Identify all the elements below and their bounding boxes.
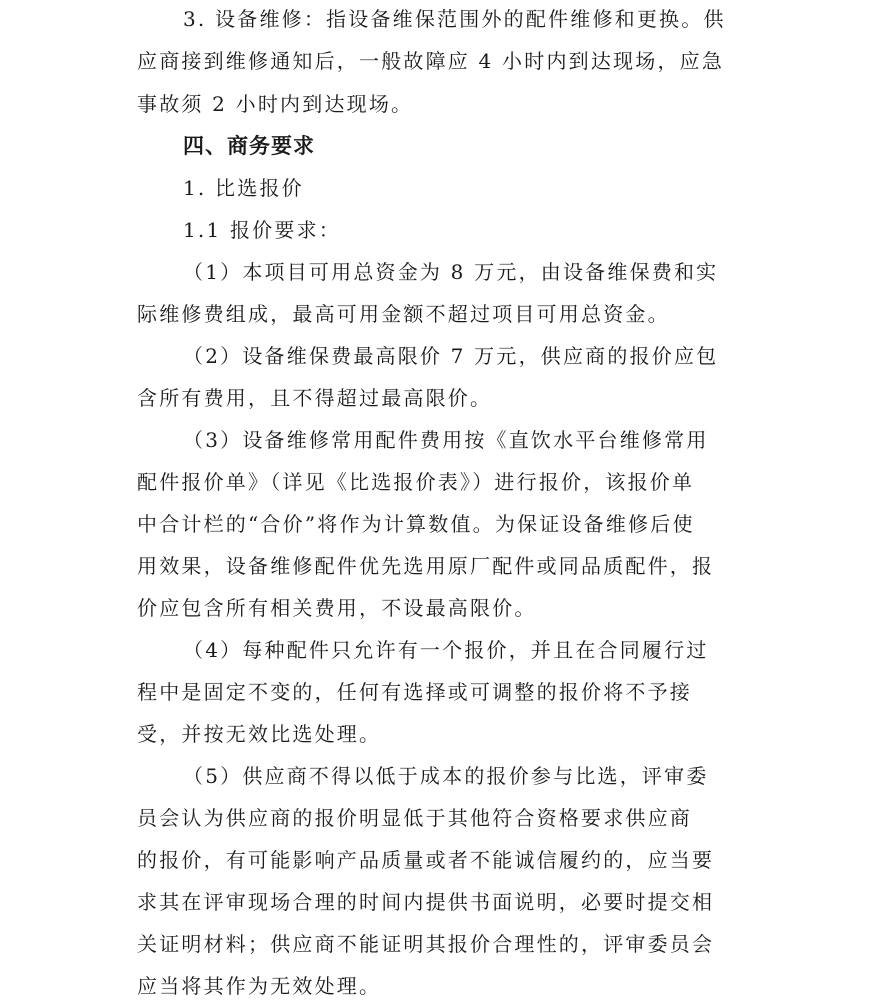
text-line: 应商接到维修通知后，一般故障应 4 小时内到达现场，应急 xyxy=(137,49,725,73)
subsection-heading: 1. 比选报价 xyxy=(183,176,304,200)
text-line: 员会认为供应商的报价明显低于其他符合资格要求供应商 xyxy=(137,806,692,830)
text-line: （2）设备维保费最高限价 7 万元，供应商的报价应包 xyxy=(183,344,719,368)
text-line: 事故须 2 小时内到达现场。 xyxy=(137,92,414,116)
text-line: 际维修费组成，最高可用金额不超过项目可用总资金。 xyxy=(137,302,670,326)
text-line: 受，并按无效比选处理。 xyxy=(137,722,382,746)
text-line: （1）本项目可用总资金为 8 万元，由设备维保费和实 xyxy=(183,260,719,284)
text-line: 价应包含所有相关费用，不设最高限价。 xyxy=(137,596,537,620)
text-line: （3）设备维修常用配件费用按《直饮水平台维修常用 xyxy=(183,428,709,452)
text-line: 应当将其作为无效处理。 xyxy=(137,974,382,998)
text-line: 中合计栏的“合价”将作为计算数值。为保证设备维修后使 xyxy=(137,512,695,536)
text-line: （4）每种配件只允许有一个报价，并且在合同履行过 xyxy=(183,638,709,662)
section-heading: 四、商务要求 xyxy=(183,134,315,158)
text-line: （5）供应商不得以低于成本的报价参与比选，评审委 xyxy=(183,764,709,788)
text-line: 配件报价单》（详见《比选报价表》）进行报价，该报价单 xyxy=(137,470,695,494)
text-line: 用效果，设备维修配件优先选用原厂配件或同品质配件，报 xyxy=(137,554,715,578)
text-line: 求其在评审现场合理的时间内提供书面说明，必要时提交相 xyxy=(137,890,715,914)
text-line: 的报价，有可能影响产品质量或者不能诚信履约的，应当要 xyxy=(137,848,715,872)
subsection-heading: 1.1 报价要求： xyxy=(183,218,341,242)
text-line: 含所有费用，且不得超过最高限价。 xyxy=(137,386,493,410)
text-line: 程中是固定不变的，任何有选择或可调整的报价将不予接 xyxy=(137,680,692,704)
text-line: 3. 设备维修：指设备维保范围外的配件维修和更换。供 xyxy=(183,7,726,31)
text-line: 关证明材料；供应商不能证明其报价合理性的，评审委员会 xyxy=(137,932,715,956)
